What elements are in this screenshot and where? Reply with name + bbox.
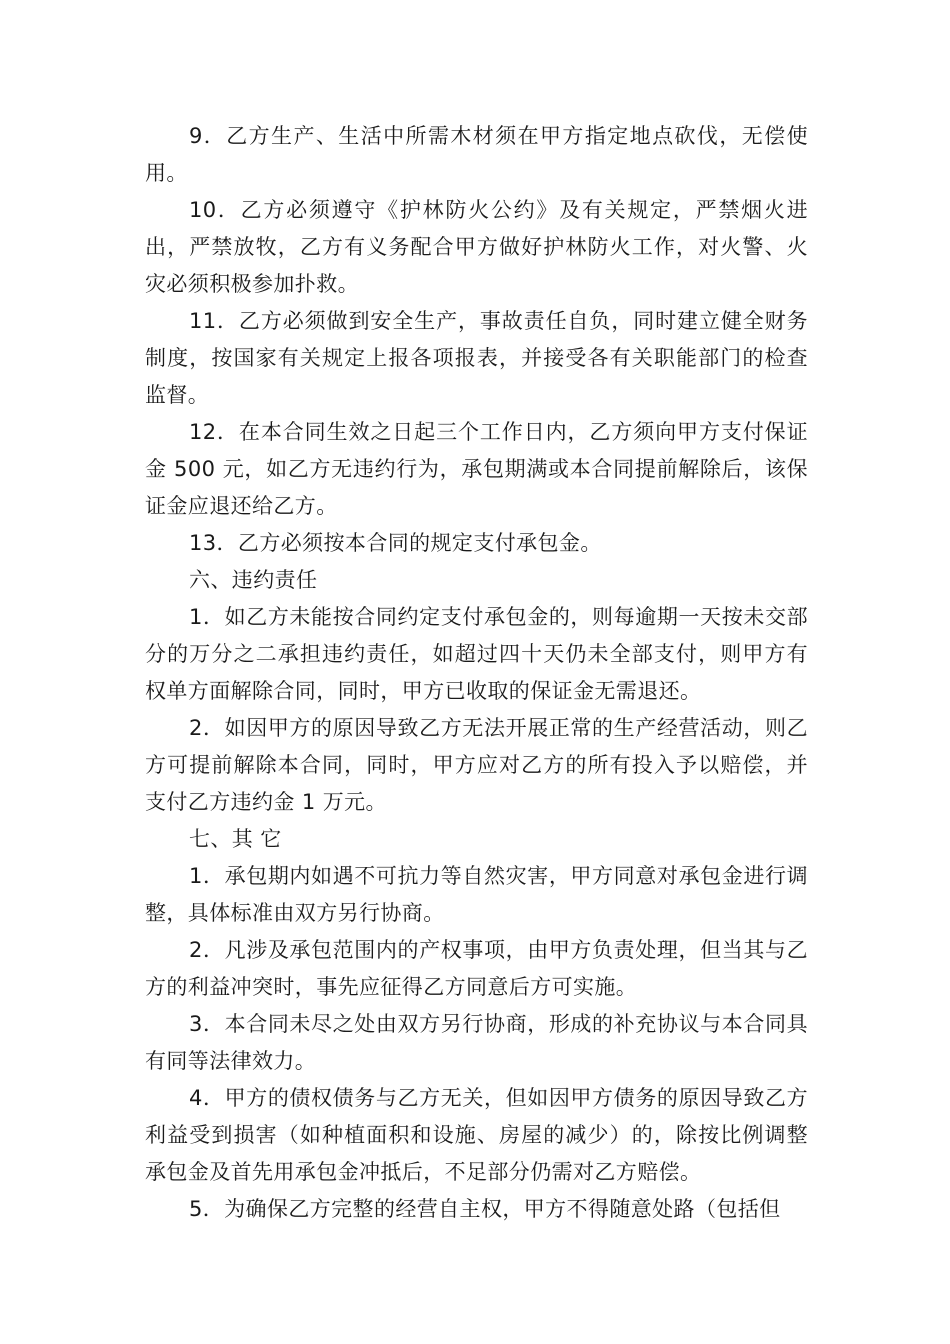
section-heading-breach-liability: 六、违约责任 — [189, 568, 318, 592]
breach-clause-2: 2．如因甲方的原因导致乙方无法开展正常的生产经营活动，则乙方可提前解除本合同，同时，甲方应对乙方的所有投入予以赔偿，并支付乙方违约金 1 万元。 — [145, 716, 808, 814]
other-clause-1: 1．承包期内如遇不可抗力等自然灾害，甲方同意对承包金进行调整，具体标准由双方另行协商。 — [145, 864, 808, 925]
other-clause-4: 4．甲方的债权债务与乙方无关，但如因甲方债务的原因导致乙方利益受到损害（如种植面积和设施、房屋的减少）的，除按比例调整承包金及首先用承包金冲抵后，不足部分仍需对乙方赔偿。 — [145, 1086, 808, 1184]
other-clause-5: 5．为确保乙方完整的经营自主权，甲方不得随意处路（包括但 — [189, 1197, 781, 1221]
breach-clause-1: 1．如乙方未能按合同约定支付承包金的，则每逾期一天按未交部分的万分之二承担违约责任，如超过四十天仍未全部支付，则甲方有权单方面解除合同，同时，甲方已收取的保证金无需退还。 — [145, 605, 808, 703]
clause-10: 10．乙方必须遵守《护林防火公约》及有关规定，严禁烟火进出，严禁放牧，乙方有义务配合甲方做好护林防火工作，对火警、火灾必须积极参加扑救。 — [145, 198, 808, 296]
other-clause-3: 3．本合同未尽之处由双方另行协商，形成的补充协议与本合同具有同等法律效力。 — [145, 1012, 808, 1073]
section-heading-other: 七、其 它 — [189, 827, 282, 851]
clause-13: 13．乙方必须按本合同的规定支付承包金。 — [189, 531, 602, 555]
clause-11: 11．乙方必须做到安全生产，事故责任自负，同时建立健全财务制度，按国家有关规定上报各项报表，并接受各有关职能部门的检查监督。 — [145, 309, 808, 407]
other-clause-2: 2．凡涉及承包范围内的产权事项，由甲方负责处理，但当其与乙方的利益冲突时，事先应征得乙方同意后方可实施。 — [145, 938, 808, 999]
clause-12: 12．在本合同生效之日起三个工作日内，乙方须向甲方支付保证金 500 元，如乙方无违约行为，承包期满或本合同提前解除后，该保证金应退还给乙方。 — [145, 420, 808, 518]
clause-9: 9．乙方生产、生活中所需木材须在甲方指定地点砍伐，无偿使用。 — [145, 124, 808, 185]
contract-body — [145, 118, 808, 1228]
